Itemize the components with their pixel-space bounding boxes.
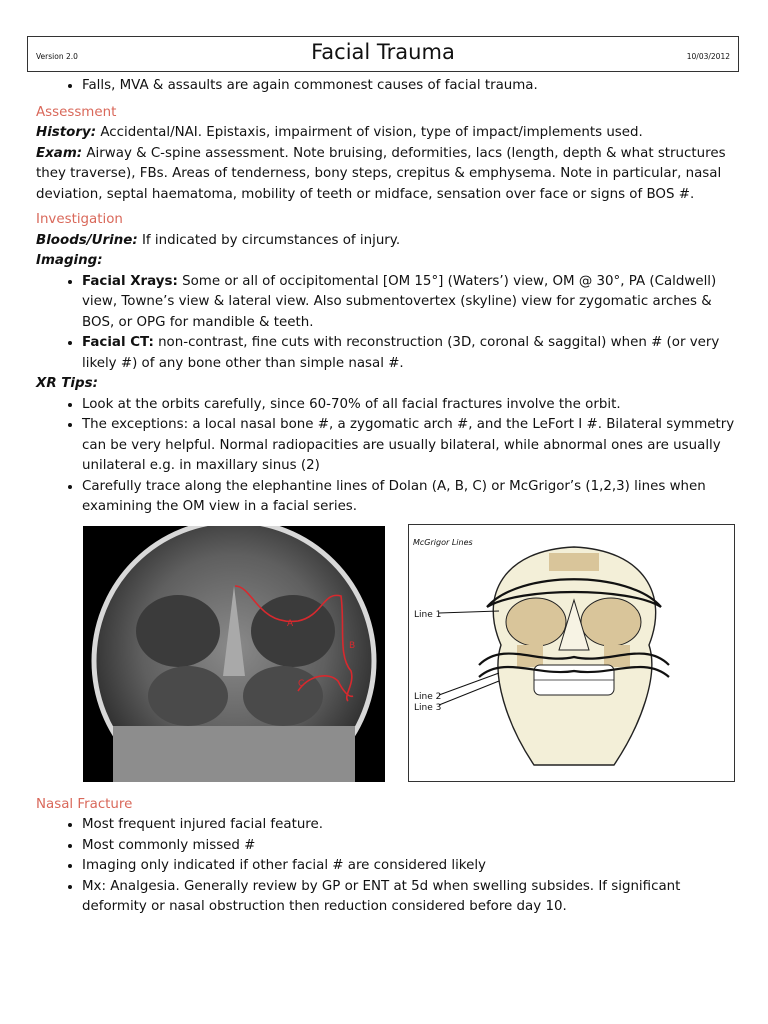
imaging-item-ct	[82, 333, 736, 374]
xr-tip-item: • Carefully trace along the elephantine lines of Dolan (A, B, C) or McGrigor’s (1,2,3) lines when examining the OM view in a facial series.	[82, 477, 736, 518]
xr-tips-label: XR Tips:	[36, 376, 98, 391]
skull-illustration	[409, 525, 734, 781]
mcgrigor-diagram	[408, 524, 735, 782]
xray-image	[83, 526, 385, 782]
history-text: Accidental/NAI. Epistaxis, impairment of vision, type of impact/implements used.	[96, 125, 643, 140]
bloods-paragraph	[36, 231, 736, 252]
xr-tip-item: • The exceptions: a local nasal bone #, a zygomatic arch #, and the LeFort I #. Bilateral symmetry can be very helpful. Normal radiopacities are usually bilateral, while abnormal ones are usually unilateral e.g. in maxillary sinus (2)	[82, 415, 736, 477]
exam-label: Exam:	[36, 145, 83, 161]
imaging-label: Imaging:	[36, 253, 103, 268]
xrays-label: Facial Xrays:	[82, 273, 178, 289]
exam-paragraph	[36, 144, 736, 206]
nasal-item: • Imaging only indicated if other facial # are considered likely	[82, 856, 736, 877]
xray-letter-b: B	[349, 640, 356, 651]
page-header	[27, 36, 739, 72]
nasal-fracture-heading: Nasal Fracture	[36, 796, 133, 812]
line-2-label: Line 2	[414, 691, 442, 702]
nasal-item: • Most frequent injured facial feature.	[82, 815, 736, 836]
nasal-item: • Most commonly missed #	[82, 836, 736, 857]
history-paragraph	[36, 123, 736, 144]
nasal-item-mx	[82, 877, 736, 918]
diagram-caption: McGrigor Lines	[413, 537, 473, 547]
xr-tip-item: • Look at the orbits carefully, since 60-70% of all facial fractures involve the orbit.	[82, 395, 736, 416]
xr-tips-label-line	[36, 374, 736, 395]
line-3-label: Line 3	[414, 702, 442, 713]
line-1-label: Line 1	[414, 609, 442, 620]
imaging-label-line	[36, 251, 736, 272]
xray-letter-c: C	[298, 678, 305, 689]
exam-text: Airway & C-spine assessment. Note bruising, deformities, lacs (length, depth & what structures they traverse), FBs. Areas of tenderness, bony steps, crepitus & emphysema. Note in particular, nasal deviation, septal haematoma, mobility of teeth or midface, sensation over face or signs of BOS #.	[36, 145, 726, 202]
ct-text: non-contrast, fine cuts with reconstruction (3D, coronal & saggital) when # (or very likely #) of any bone other than simple nasal #.	[82, 335, 720, 371]
xray-illustration	[83, 526, 385, 782]
ct-label: Facial CT:	[82, 335, 154, 350]
nasal-list	[36, 815, 736, 918]
mx-label: Mx:	[82, 878, 106, 894]
intro-item: • Falls, MVA & assaults are again commonest causes of facial trauma.	[82, 76, 736, 97]
xrays-text: Some or all of occipitomental [OM 15°] (Waters’) view, OM @ 30°, PA (Caldwell) view, Towne’s view & lateral view. Also submentovertex (skyline) view for zygomatic arches & BOS, or OPG for mandible & teeth.	[82, 273, 717, 330]
intro-list	[36, 76, 736, 97]
investigation-heading: Investigation	[36, 212, 123, 227]
document-body	[36, 76, 736, 918]
imaging-list	[36, 272, 736, 375]
bloods-label: Bloods/Urine:	[36, 232, 138, 248]
date-label: 10/03/2012	[686, 52, 730, 61]
assessment-heading: Assessment	[36, 104, 117, 120]
figure-row	[36, 524, 736, 790]
mx-text: Analgesia. Generally review by GP or ENT at 5d when swelling subsides. If significant deformity or nasal obstruction then reduction considered before day 10.	[82, 878, 681, 914]
xr-tips-list	[36, 395, 736, 518]
xray-letter-a: A	[287, 618, 294, 629]
history-label: History:	[36, 125, 97, 140]
bloods-text: If indicated by circumstances of injury.	[137, 232, 401, 248]
imaging-item-xrays	[82, 272, 736, 334]
page-title: Facial Trauma	[311, 40, 455, 64]
version-label: Version 2.0	[36, 52, 78, 61]
